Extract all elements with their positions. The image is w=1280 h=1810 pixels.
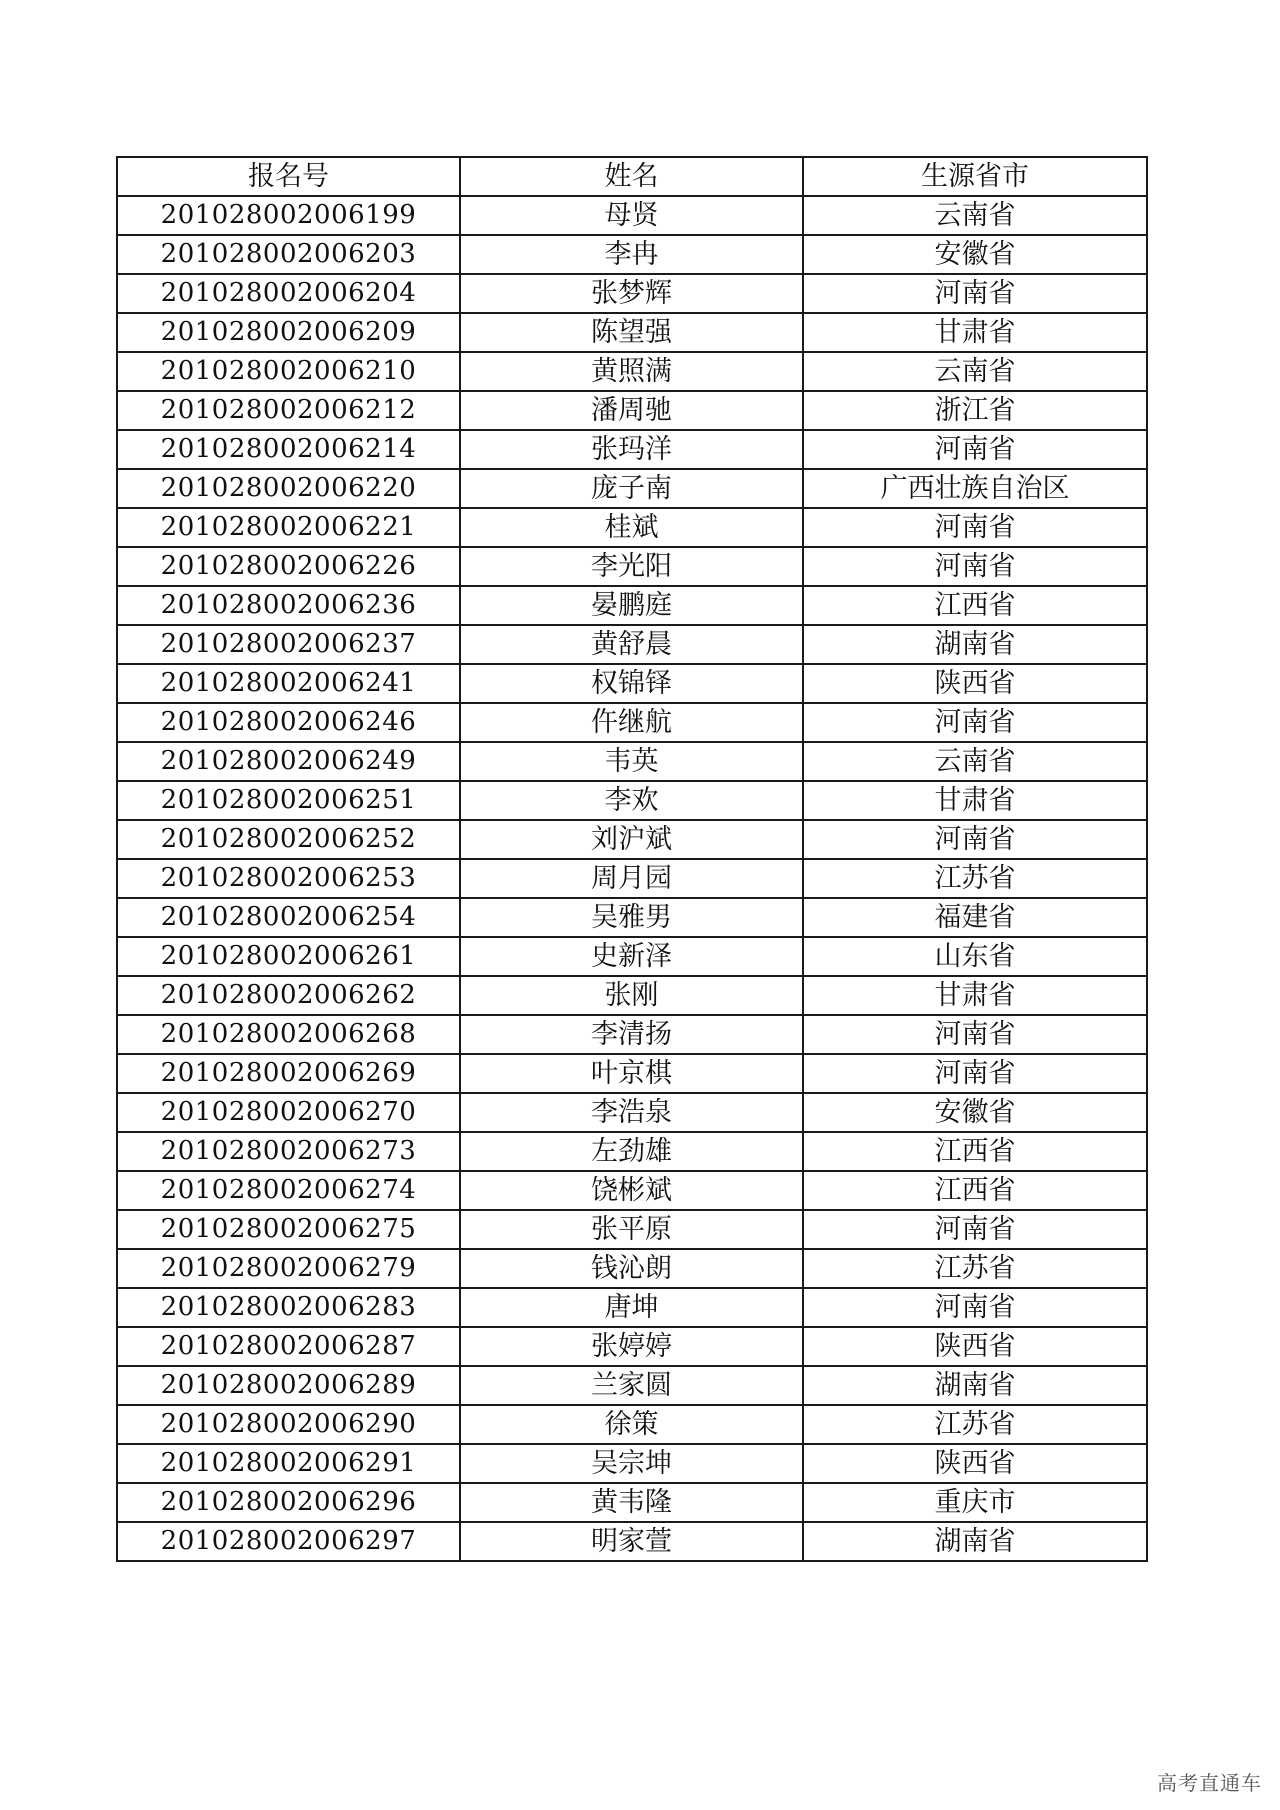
name-cell: 陈望强 [460,313,803,352]
registration-number-cell: 201028002006273 [117,1132,460,1171]
province-cell: 湖南省 [803,1522,1147,1561]
name-cell: 吴雅男 [460,898,803,937]
province-cell: 甘肃省 [803,976,1147,1015]
province-cell: 云南省 [803,196,1147,235]
table-row [117,898,1147,937]
name-cell: 桂斌 [460,508,803,547]
name-cell: 李清扬 [460,1015,803,1054]
table-row [117,976,1147,1015]
registration-number-cell: 201028002006275 [117,1210,460,1249]
name-cell: 饶彬斌 [460,1171,803,1210]
province-cell: 江西省 [803,586,1147,625]
header-name: 姓名 [460,157,803,196]
name-cell: 叶京棋 [460,1054,803,1093]
name-cell: 左劲雄 [460,1132,803,1171]
registration-number-cell: 201028002006220 [117,469,460,508]
name-cell: 仵继航 [460,703,803,742]
name-cell: 钱沁朗 [460,1249,803,1288]
table-row [117,1054,1147,1093]
province-cell: 河南省 [803,547,1147,586]
province-cell: 陕西省 [803,1327,1147,1366]
registration-number-cell: 201028002006291 [117,1444,460,1483]
registration-number-cell: 201028002006253 [117,859,460,898]
table-row [117,547,1147,586]
name-cell: 韦英 [460,742,803,781]
name-cell: 李冉 [460,235,803,274]
table-row [117,508,1147,547]
name-cell: 张玛洋 [460,430,803,469]
table-row [117,352,1147,391]
name-cell: 徐策 [460,1405,803,1444]
province-cell: 浙江省 [803,391,1147,430]
name-cell: 周月园 [460,859,803,898]
table-row [117,1483,1147,1522]
registration-number-cell: 201028002006209 [117,313,460,352]
province-cell: 广西壮族自治区 [803,469,1147,508]
province-cell: 山东省 [803,937,1147,976]
province-cell: 安徽省 [803,1093,1147,1132]
name-cell: 吴宗坤 [460,1444,803,1483]
table-row [117,781,1147,820]
registration-number-cell: 201028002006246 [117,703,460,742]
province-cell: 河南省 [803,1015,1147,1054]
province-cell: 河南省 [803,274,1147,313]
name-cell: 母贤 [460,196,803,235]
table-row [117,196,1147,235]
name-cell: 黄照满 [460,352,803,391]
province-cell: 河南省 [803,1210,1147,1249]
province-cell: 湖南省 [803,625,1147,664]
table-row [117,859,1147,898]
table-row [117,1327,1147,1366]
table-row [117,1171,1147,1210]
province-cell: 河南省 [803,820,1147,859]
registration-number-cell: 201028002006262 [117,976,460,1015]
registration-number-cell: 201028002006287 [117,1327,460,1366]
registration-number-cell: 201028002006297 [117,1522,460,1561]
table-row [117,625,1147,664]
registration-number-cell: 201028002006226 [117,547,460,586]
province-cell: 云南省 [803,742,1147,781]
table-row [117,1522,1147,1561]
province-cell: 江苏省 [803,1405,1147,1444]
name-cell: 李欢 [460,781,803,820]
registration-number-cell: 201028002006203 [117,235,460,274]
name-cell: 张平原 [460,1210,803,1249]
registration-number-cell: 201028002006210 [117,352,460,391]
registration-number-cell: 201028002006251 [117,781,460,820]
name-cell: 黄韦隆 [460,1483,803,1522]
registration-number-cell: 201028002006296 [117,1483,460,1522]
roster-table [116,156,1148,1562]
registration-number-cell: 201028002006279 [117,1249,460,1288]
name-cell: 权锦铎 [460,664,803,703]
registration-number-cell: 201028002006252 [117,820,460,859]
province-cell: 云南省 [803,352,1147,391]
registration-number-cell: 201028002006274 [117,1171,460,1210]
name-cell: 兰家圆 [460,1366,803,1405]
province-cell: 河南省 [803,703,1147,742]
name-cell: 刘沪斌 [460,820,803,859]
table-row [117,469,1147,508]
registration-number-cell: 201028002006237 [117,625,460,664]
province-cell: 河南省 [803,430,1147,469]
table-row [117,937,1147,976]
table-row [117,1366,1147,1405]
name-cell: 晏鹏庭 [460,586,803,625]
province-cell: 福建省 [803,898,1147,937]
header-province: 生源省市 [803,157,1147,196]
province-cell: 江西省 [803,1171,1147,1210]
table-row [117,1132,1147,1171]
table-row [117,820,1147,859]
registration-number-cell: 201028002006261 [117,937,460,976]
registration-number-cell: 201028002006249 [117,742,460,781]
table-row [117,1249,1147,1288]
registration-number-cell: 201028002006268 [117,1015,460,1054]
table-row [117,1288,1147,1327]
province-cell: 江西省 [803,1132,1147,1171]
table-row [117,1210,1147,1249]
table-row [117,274,1147,313]
registration-number-cell: 201028002006204 [117,274,460,313]
registration-number-cell: 201028002006236 [117,586,460,625]
province-cell: 重庆市 [803,1483,1147,1522]
name-cell: 唐坤 [460,1288,803,1327]
table-row [117,1405,1147,1444]
registration-number-cell: 201028002006221 [117,508,460,547]
registration-number-cell: 201028002006212 [117,391,460,430]
registration-number-cell: 201028002006283 [117,1288,460,1327]
name-cell: 明家萱 [460,1522,803,1561]
header-registration-number: 报名号 [117,157,460,196]
name-cell: 庞子南 [460,469,803,508]
table-row [117,235,1147,274]
name-cell: 张梦辉 [460,274,803,313]
table-row [117,1093,1147,1132]
table-row [117,664,1147,703]
province-cell: 河南省 [803,1288,1147,1327]
registration-number-cell: 201028002006241 [117,664,460,703]
name-cell: 李浩泉 [460,1093,803,1132]
province-cell: 甘肃省 [803,313,1147,352]
name-cell: 黄舒晨 [460,625,803,664]
table-row [117,1444,1147,1483]
province-cell: 江苏省 [803,859,1147,898]
name-cell: 潘周驰 [460,391,803,430]
table-row [117,742,1147,781]
province-cell: 河南省 [803,508,1147,547]
watermark: 高考直通车 [1157,1771,1262,1795]
table-row [117,703,1147,742]
province-cell: 陕西省 [803,664,1147,703]
table-row [117,1015,1147,1054]
table-row [117,430,1147,469]
registration-number-cell: 201028002006254 [117,898,460,937]
province-cell: 甘肃省 [803,781,1147,820]
province-cell: 河南省 [803,1054,1147,1093]
registration-number-cell: 201028002006214 [117,430,460,469]
registration-number-cell: 201028002006270 [117,1093,460,1132]
registration-number-cell: 201028002006289 [117,1366,460,1405]
province-cell: 安徽省 [803,235,1147,274]
registration-number-cell: 201028002006290 [117,1405,460,1444]
name-cell: 史新泽 [460,937,803,976]
registration-number-cell: 201028002006199 [117,196,460,235]
registration-number-cell: 201028002006269 [117,1054,460,1093]
name-cell: 李光阳 [460,547,803,586]
name-cell: 张婷婷 [460,1327,803,1366]
table-row [117,313,1147,352]
table-row [117,586,1147,625]
roster-body [117,196,1147,1561]
province-cell: 江苏省 [803,1249,1147,1288]
name-cell: 张刚 [460,976,803,1015]
province-cell: 陕西省 [803,1444,1147,1483]
header-row [117,157,1147,196]
province-cell: 湖南省 [803,1366,1147,1405]
table-row [117,391,1147,430]
